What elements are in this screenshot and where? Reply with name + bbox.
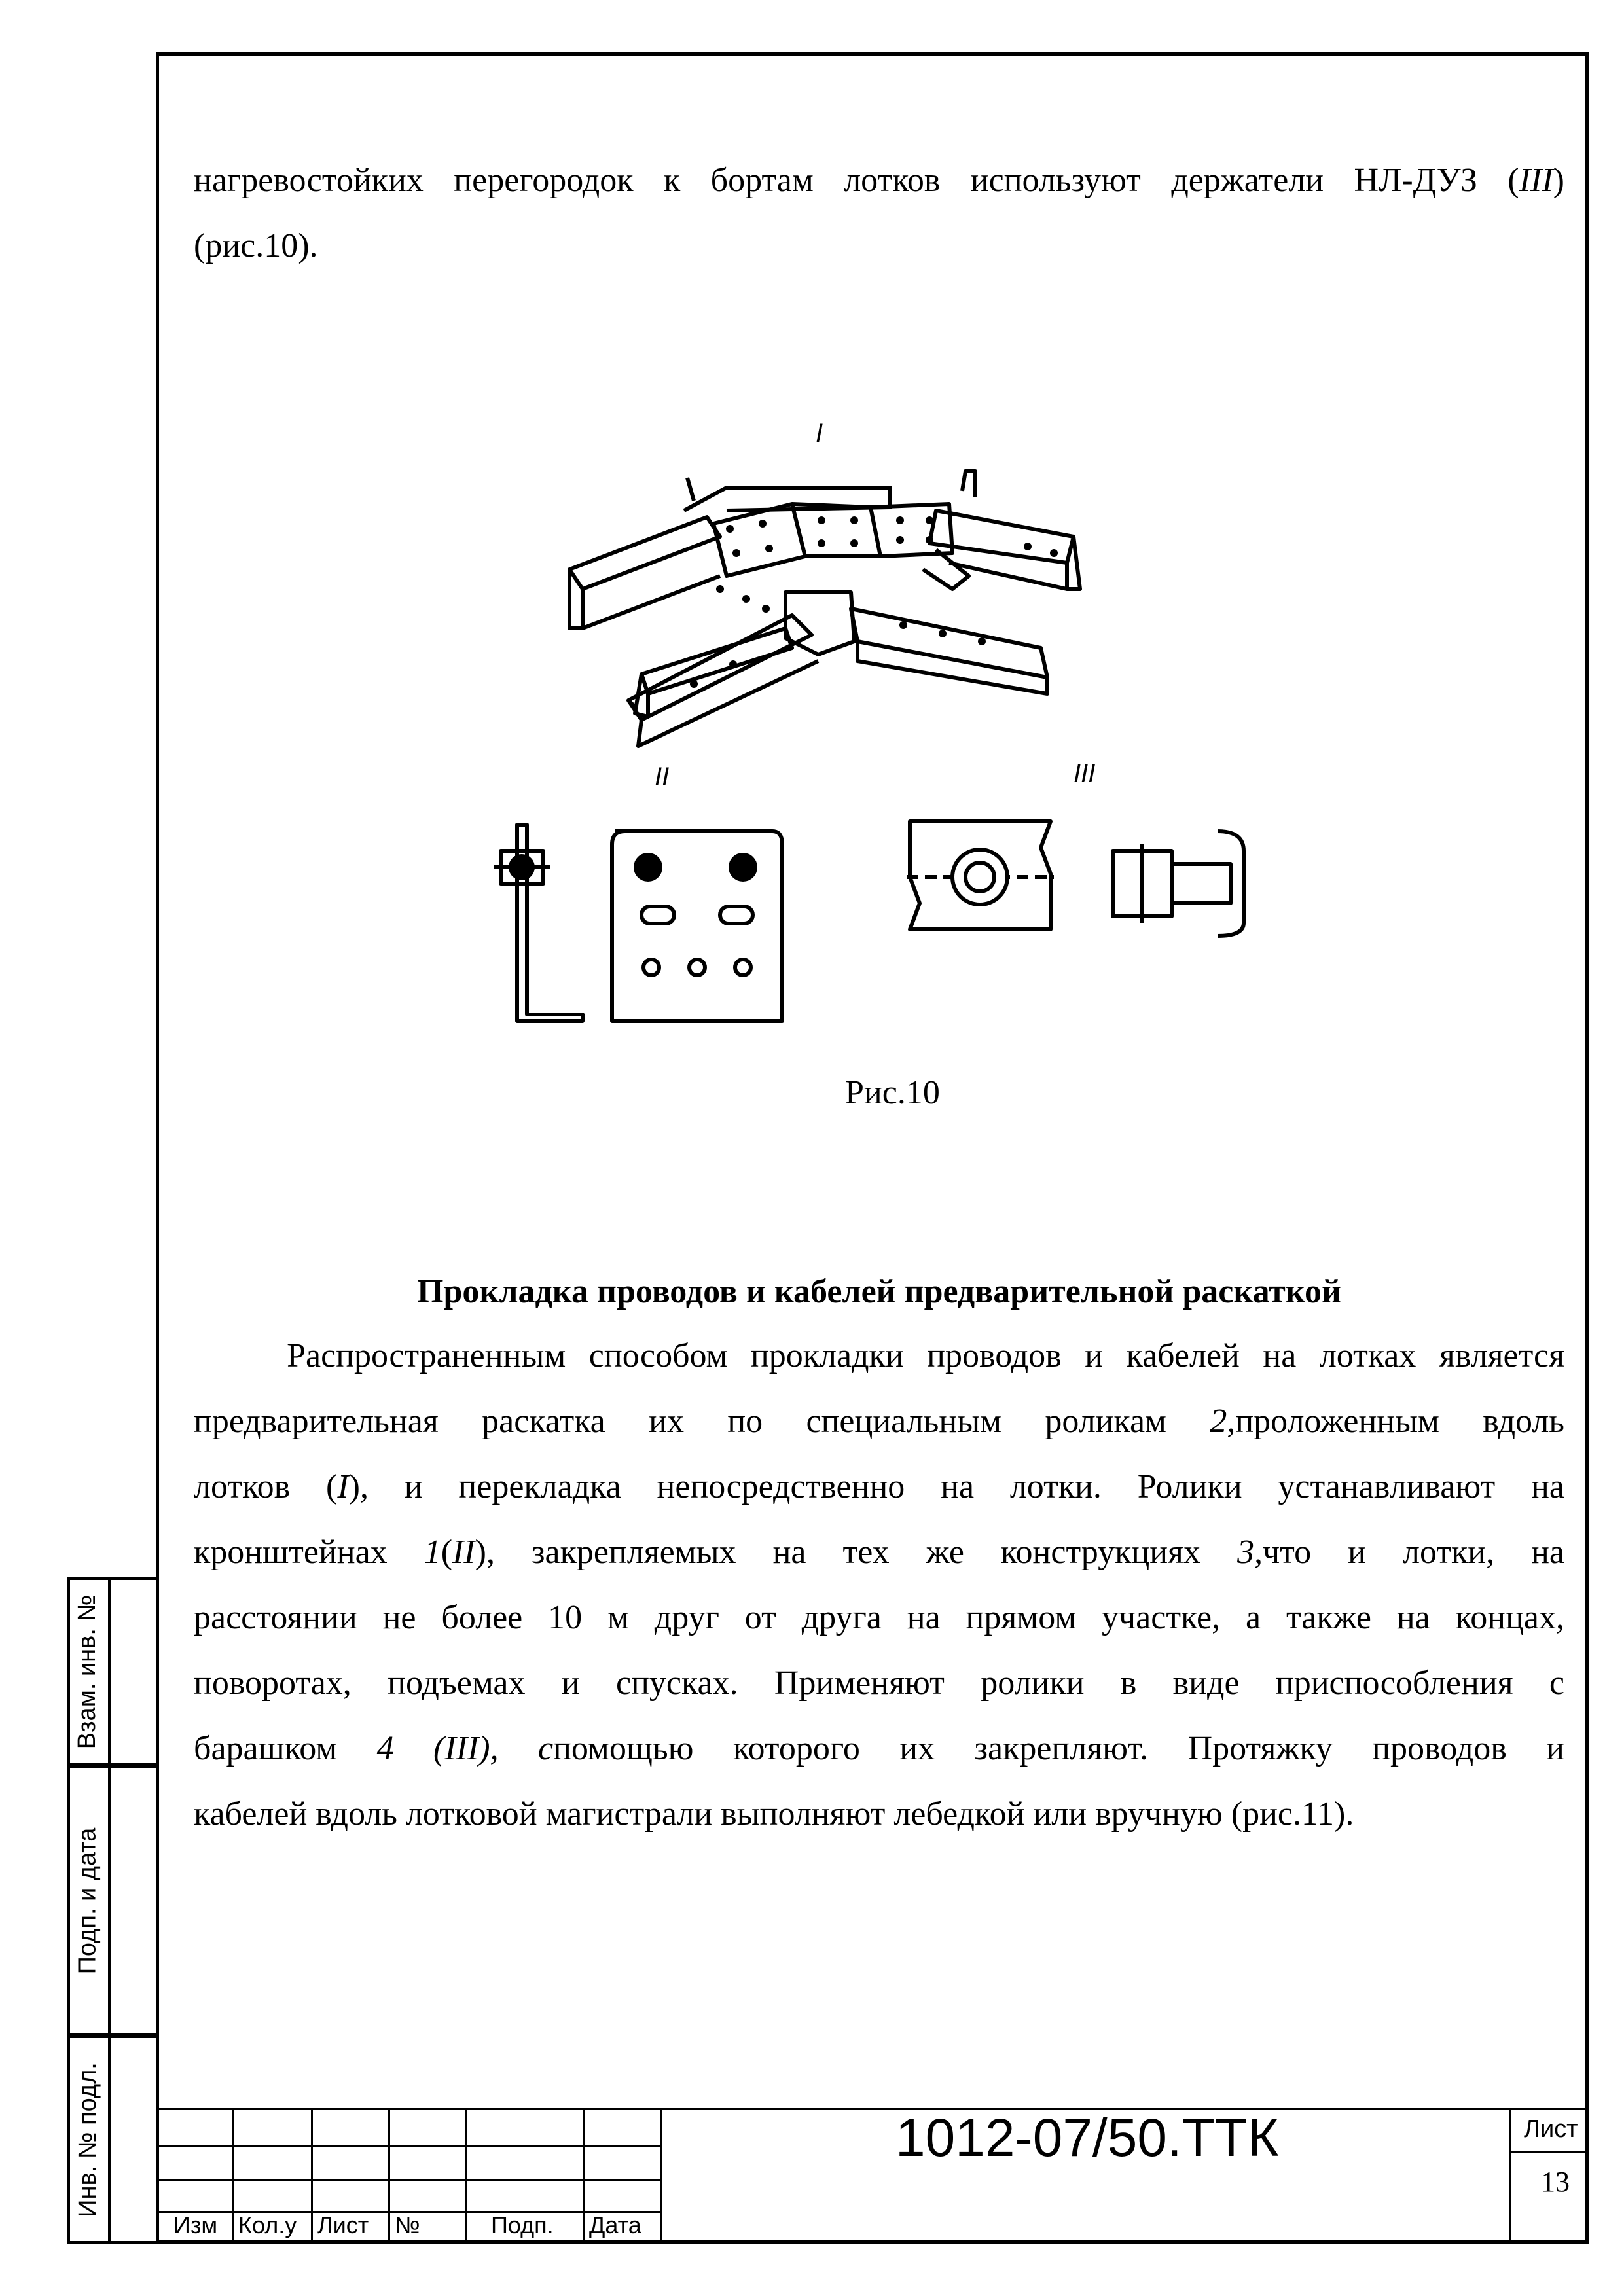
paragraph-continuation — [194, 148, 1564, 279]
side-stamp-label-3: Инв. № подл. — [73, 2062, 101, 2217]
col-header-data: Дата — [589, 2212, 641, 2238]
title-block-col-5 — [583, 2108, 585, 2244]
figure-label-III: III — [1074, 759, 1096, 788]
figure-label-II: II — [655, 762, 670, 791]
col-header-list: Лист — [317, 2212, 369, 2238]
title-block-col-2 — [311, 2108, 313, 2244]
title-block-row-line-2 — [156, 2179, 661, 2181]
text-line: лотков (I), и перекладка непосредственно на лотки. Ролики устанавливают на — [194, 1468, 1564, 1505]
text-line: нагревостойких перегородок к бортам лотков используют держатели НЛ-ДУЗ (III) — [194, 162, 1564, 199]
text-line: кронштейнах 1(II), закрепляемых на тех же конструкциях 3,что и лотки, на — [194, 1534, 1564, 1571]
paragraph-main — [194, 1323, 1564, 1847]
text-line: кабелей вдоль лотковой магистрали выполняют лебедкой или вручную (рис.11). — [194, 1795, 1354, 1833]
side-stamp-label-2: Подп. и дата — [73, 1827, 101, 1974]
text-line: поворотах, подъемах и спусках. Применяют ролики в виде приспособления с — [194, 1664, 1564, 1702]
title-block-col-3 — [388, 2108, 390, 2244]
text-line: расстоянии не более 10 м друг от друга на прямом участке, а также на концах, — [194, 1599, 1564, 1636]
sheet-number: 13 — [1541, 2166, 1570, 2198]
text-line: Распространенным способом прокладки проводов и кабелей на лотках является — [194, 1337, 1564, 1374]
col-header-podp: Подп. — [491, 2212, 554, 2238]
col-header-izm: Изм — [173, 2212, 218, 2238]
figure-label-I: I — [816, 419, 823, 448]
title-block-col-1 — [232, 2108, 234, 2244]
section-heading: Прокладка проводов и кабелей предварительной раскаткой — [417, 1273, 1341, 1310]
text-line: барашком 4 (III), спомощью которого их закрепляют. Протяжку проводов и — [194, 1730, 1564, 1767]
side-stamp-divider — [108, 1577, 111, 2244]
title-block-col-7 — [1509, 2108, 1511, 2244]
title-block-sheet-divider — [1509, 2151, 1589, 2153]
text-line: (рис.10). — [194, 227, 318, 264]
title-block-col-6 — [660, 2108, 662, 2244]
page-frame — [156, 52, 1589, 2244]
col-header-kolu: Кол.у — [238, 2212, 297, 2238]
title-block-col-4 — [465, 2108, 467, 2244]
text-line: предварительная раскатка их по специальным роликам 2,проложенным вдоль — [194, 1403, 1565, 1440]
document-code: 1012-07/50.ТТК — [895, 2108, 1279, 2168]
sheet-label: Лист — [1524, 2115, 1578, 2143]
title-block-top-border — [156, 2108, 1589, 2110]
col-header-no: № — [395, 2212, 420, 2238]
side-stamp-label-1: Взам. инв. № — [73, 1594, 101, 1749]
figure-caption: Рис.10 — [845, 1074, 940, 1111]
title-block-row-line-1 — [156, 2145, 661, 2147]
